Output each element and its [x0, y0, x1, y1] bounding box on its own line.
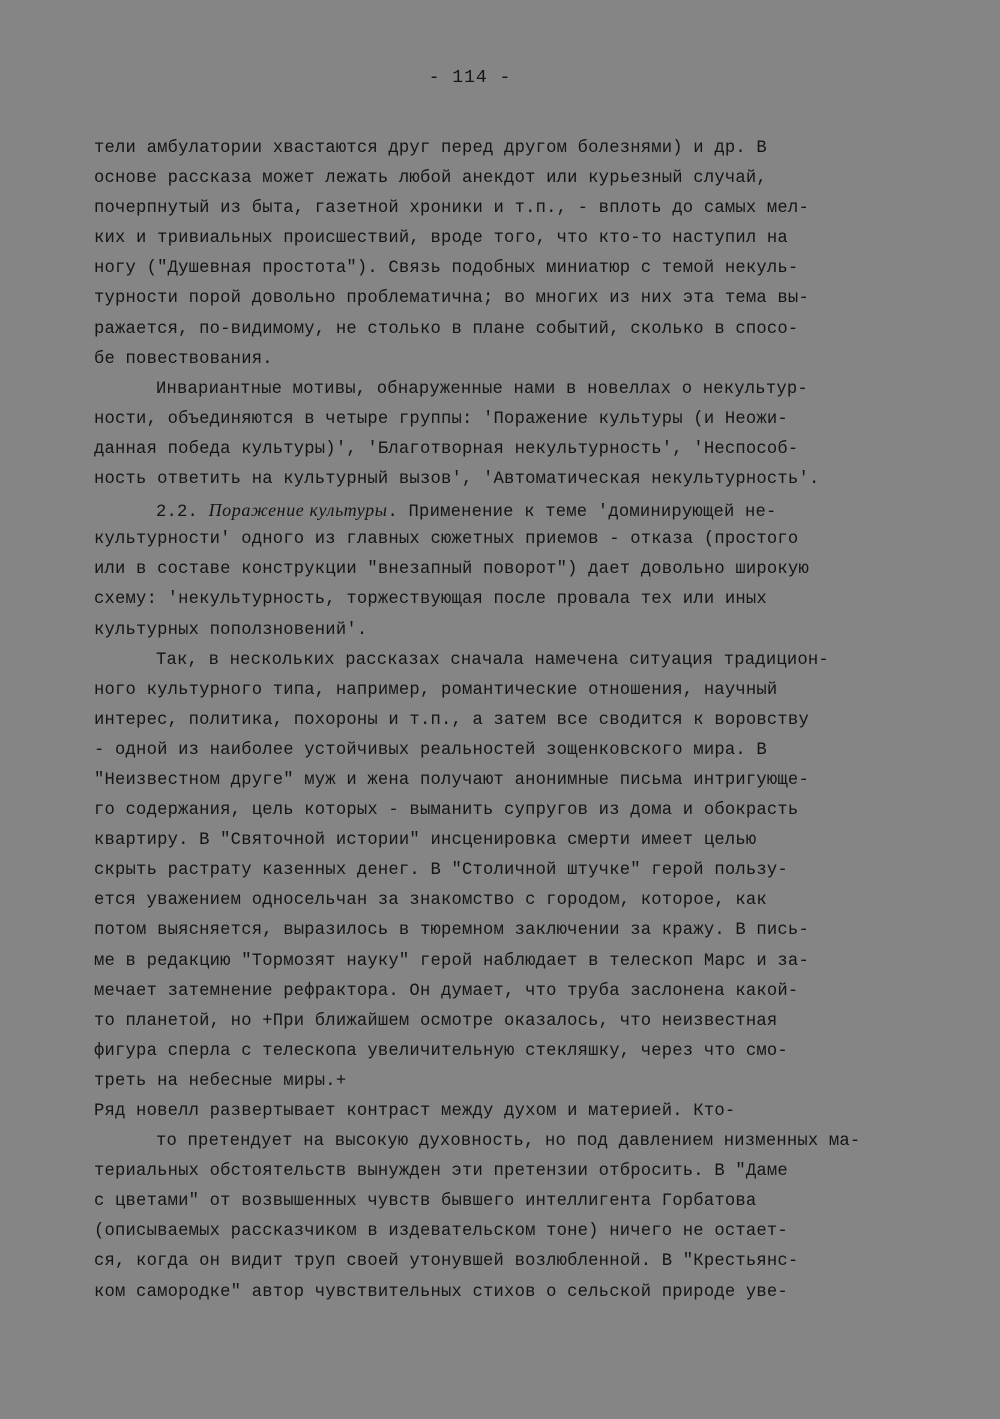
text-line: ся, когда он видит труп своей утонувшей возлюбленной. В "Крестьянс- [94, 1252, 799, 1272]
paragraph-start-line: Так, в нескольких рассказах сначала намечена ситуация традицион- [156, 650, 829, 670]
paragraph-start-line: то претендует на высокую духовность, но под давлением низменных ма- [156, 1132, 861, 1152]
text-line: культурных поползновений'. [94, 620, 368, 640]
paragraph-start-line: Инвариантные мотивы, обнаруженные нами в новеллах о некультур- [156, 379, 808, 399]
text-line: мечает затемнение рефрактора. Он думает, что труба заслонена какой- [94, 981, 799, 1001]
text-line: основе рассказа может лежать любой анекдот или курьезный случай, [94, 169, 767, 189]
section-title: Поражение культуры [208, 500, 388, 521]
text-line: ражается, по-видимому, не столько в плане событий, сколько в спосо- [94, 319, 799, 339]
text-line: "Неизвестном друге" муж и жена получают анонимные письма интригующе- [94, 770, 809, 790]
text-line: . Применение к теме 'доминирующей не- [387, 503, 777, 523]
text-line: (описываемых рассказчиком в издевательском тоне) ничего не остает- [94, 1222, 788, 1242]
text-line: данная победа культуры)', 'Благотворная некультурность', 'Неспособ- [94, 439, 799, 459]
text-line: или в составе конструкции "внезапный поворот") дает довольно широкую [94, 560, 809, 580]
text-line: турности порой довольно проблематична; во многих из них эта тема вы- [94, 289, 809, 309]
text-line: треть на небесные миры.+ [94, 1071, 347, 1091]
section-heading-line [94, 495, 924, 525]
text-line: почерпнутый из быта, газетной хроники и т.п., - вплоть до самых мел- [94, 199, 809, 219]
text-line: ком самородке" автор чувствительных стихов о сельской природе уве- [94, 1282, 788, 1302]
body-text [94, 134, 924, 1338]
text-line: схему: 'некультурность, торжествующая после провала тех или иных [94, 590, 767, 610]
text-line: ности, объединяются в четыре группы: 'Поражение культуры (и Неожи- [94, 409, 788, 429]
text-line: то планетой, но +При ближайшем осмотре оказалось, что неизвестная [94, 1011, 778, 1031]
text-line: ногу ("Душевная простота"). Связь подобных миниатюр с темой некуль- [94, 259, 799, 279]
text-line: ность ответить на культурный вызов', 'Автоматическая некультурность'. [94, 470, 820, 490]
section-number: 2.2. [156, 503, 209, 523]
text-line: ме в редакцию "Тормозят науку" герой наблюдает в телескоп Марс и за- [94, 951, 809, 971]
text-line: бе повествования. [94, 349, 273, 369]
text-line: ких и тривиальных происшествий, вроде того, что кто-то наступил на [94, 229, 788, 249]
text-line: тели амбулатории хвастаются друг перед другом болезнями) и др. В [94, 139, 767, 158]
text-line: ется уважением односельчан за знакомство с городом, которое, как [94, 891, 767, 911]
text-line: культурности' одного из главных сюжетных приемов - отказа (простого [94, 530, 799, 550]
text-line: - одной из наиболее устойчивых реальностей зощенковского мира. В [94, 740, 767, 760]
text-line: ного культурного типа, например, романтические отношения, научный [94, 680, 778, 700]
text-line: скрыть растрату казенных денег. В "Столичной штучке" герой пользу- [94, 861, 788, 881]
text-line [94, 1308, 924, 1338]
text-line: го содержания, цель которых - выманить супругов из дома и обокрасть [94, 801, 799, 821]
text-line: интерес, политика, похороны и т.п., а затем все сводится к воровству [94, 710, 809, 730]
text-line: квартиру. В "Святочной истории" инсценировка смерти имеет целью [94, 831, 757, 851]
text-line: териальных обстоятельств вынужден эти претензии отбросить. В "Даме [94, 1162, 788, 1182]
text-line: фигура сперла с телескопа увеличительную стекляшку, через что смо- [94, 1041, 788, 1061]
page-number: - 114 - [428, 68, 512, 88]
text-line: Ряд новелл развертывает контраст между духом и материей. Кто- [94, 1102, 736, 1121]
text-line: с цветами" от возвышенных чувств бывшего интеллигента Горбатова [94, 1192, 757, 1212]
text-line: потом выясняется, выразилось в тюремном заключении за кражу. В пись- [94, 921, 809, 941]
